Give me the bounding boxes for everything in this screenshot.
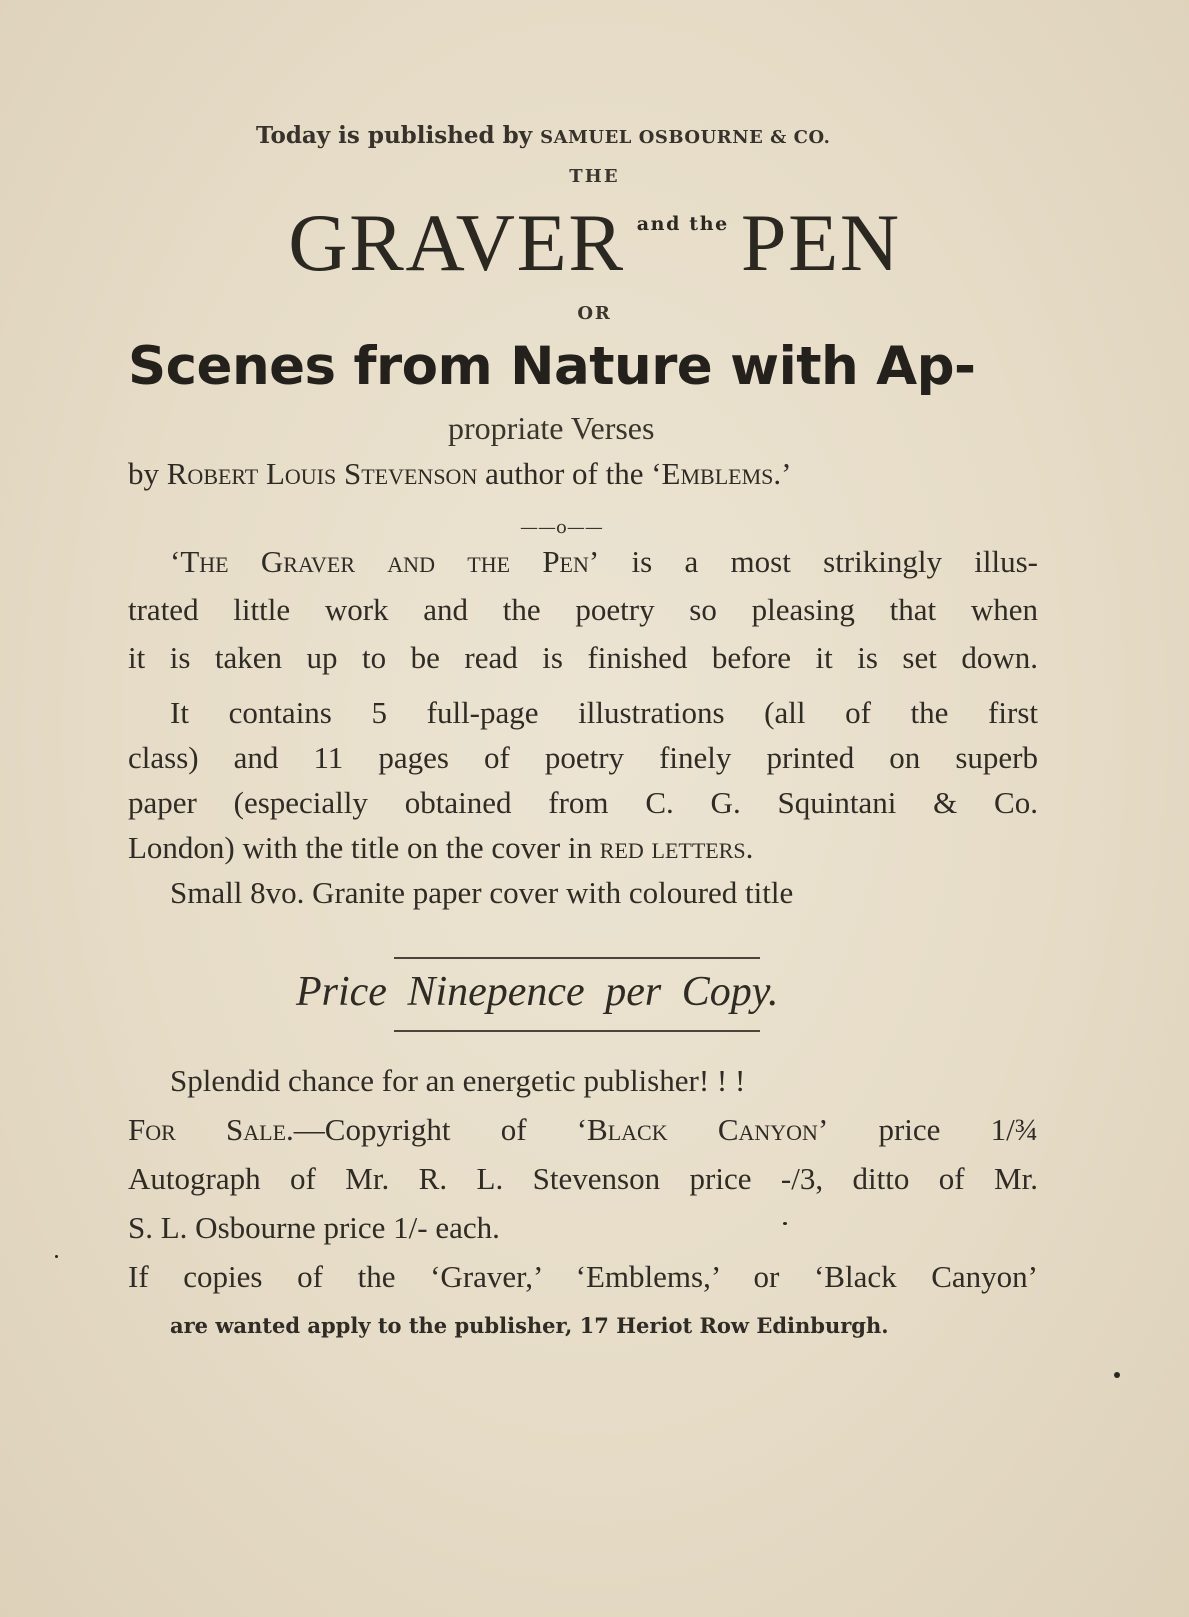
p3-line: Small 8vo. Granite paper cover with coloured title (170, 875, 794, 910)
p2-line-4 (128, 825, 1038, 870)
sale-line-6: are wanted apply to the publisher, 17 Heriot Row Edinburgh. (170, 1313, 889, 1338)
p2-line-2: class) and 11 pages of poetry finely printed on superb (128, 740, 1038, 775)
description-paragraph-1 (128, 538, 1038, 682)
author-suffix: author of the (477, 456, 652, 491)
ink-speck (783, 1222, 787, 1225)
sale-line-3: Autograph of Mr. R. L. Stevenson price -/3, ditto of Mr. (128, 1161, 1038, 1196)
author-line (128, 456, 791, 492)
title-graver: GRAVER (288, 197, 625, 288)
price-rule-bottom (394, 1030, 760, 1032)
black-canyon-caps: ‘Black Canyon’ (576, 1112, 829, 1147)
p2-line-3: paper (especially obtained from C. G. Squintani & Co. (128, 785, 1038, 820)
title-and-the: and the (636, 213, 729, 235)
p2-line-1: It contains 5 full-page illustrations (all of the first (170, 695, 1038, 730)
subtitle-continued: propriate Verses (448, 410, 655, 446)
publisher-prefix: Today is published by (256, 122, 541, 149)
page-title (0, 196, 1189, 290)
subtitle: Scenes from Nature with Ap- (128, 336, 976, 397)
publisher-line (256, 122, 830, 149)
sale-line-4: S. L. Osbourne price 1/- each. (128, 1210, 500, 1245)
emblems-title: ‘Emblems.’ (651, 456, 792, 491)
price-text: Price Ninepence per Copy. (296, 969, 779, 1015)
author-by: by (128, 456, 167, 491)
ink-speck (55, 1255, 58, 1258)
sale-line-2-price: price 1/¾ (828, 1112, 1038, 1147)
for-sale-caps: For Sale. (128, 1112, 294, 1147)
p1-line-2: trated little work and the poetry so pleasing that when (128, 592, 1038, 627)
ink-speck (1114, 1372, 1120, 1378)
price-rule-top (394, 957, 760, 959)
author-name: Robert Louis Stevenson (166, 456, 478, 491)
sale-line-1: Splendid chance for an energetic publisher! ! ! (170, 1063, 746, 1098)
publisher-name: SAMUEL OSBOURNE & CO. (540, 127, 831, 148)
ornamental-divider: ——o—— (520, 517, 603, 538)
p1-line-1-rest: is a most strikingly illus- (599, 544, 1038, 579)
sale-line-5: If copies of the ‘Graver,’ ‘Emblems,’ or ‘Black Canyon’ (128, 1259, 1038, 1294)
sale-line-2-text: —Copyright of (293, 1112, 577, 1147)
sale-section (128, 1056, 1038, 1350)
title-pen: PEN (740, 197, 901, 288)
sale-line-2 (128, 1105, 1038, 1154)
red-letters-caps: red letters. (599, 830, 754, 865)
book-title-caps: ‘The Graver and the Pen’ (170, 544, 600, 579)
the-label: THE (569, 166, 620, 187)
description-paragraph-2 (128, 690, 1038, 915)
p1-line-3: it is taken up to be read is finished before it is set down. (128, 640, 1038, 675)
or-label: OR (577, 303, 612, 324)
p2-line-4-text: London) with the title on the cover in (128, 830, 600, 865)
p1-line-1 (128, 538, 1038, 586)
